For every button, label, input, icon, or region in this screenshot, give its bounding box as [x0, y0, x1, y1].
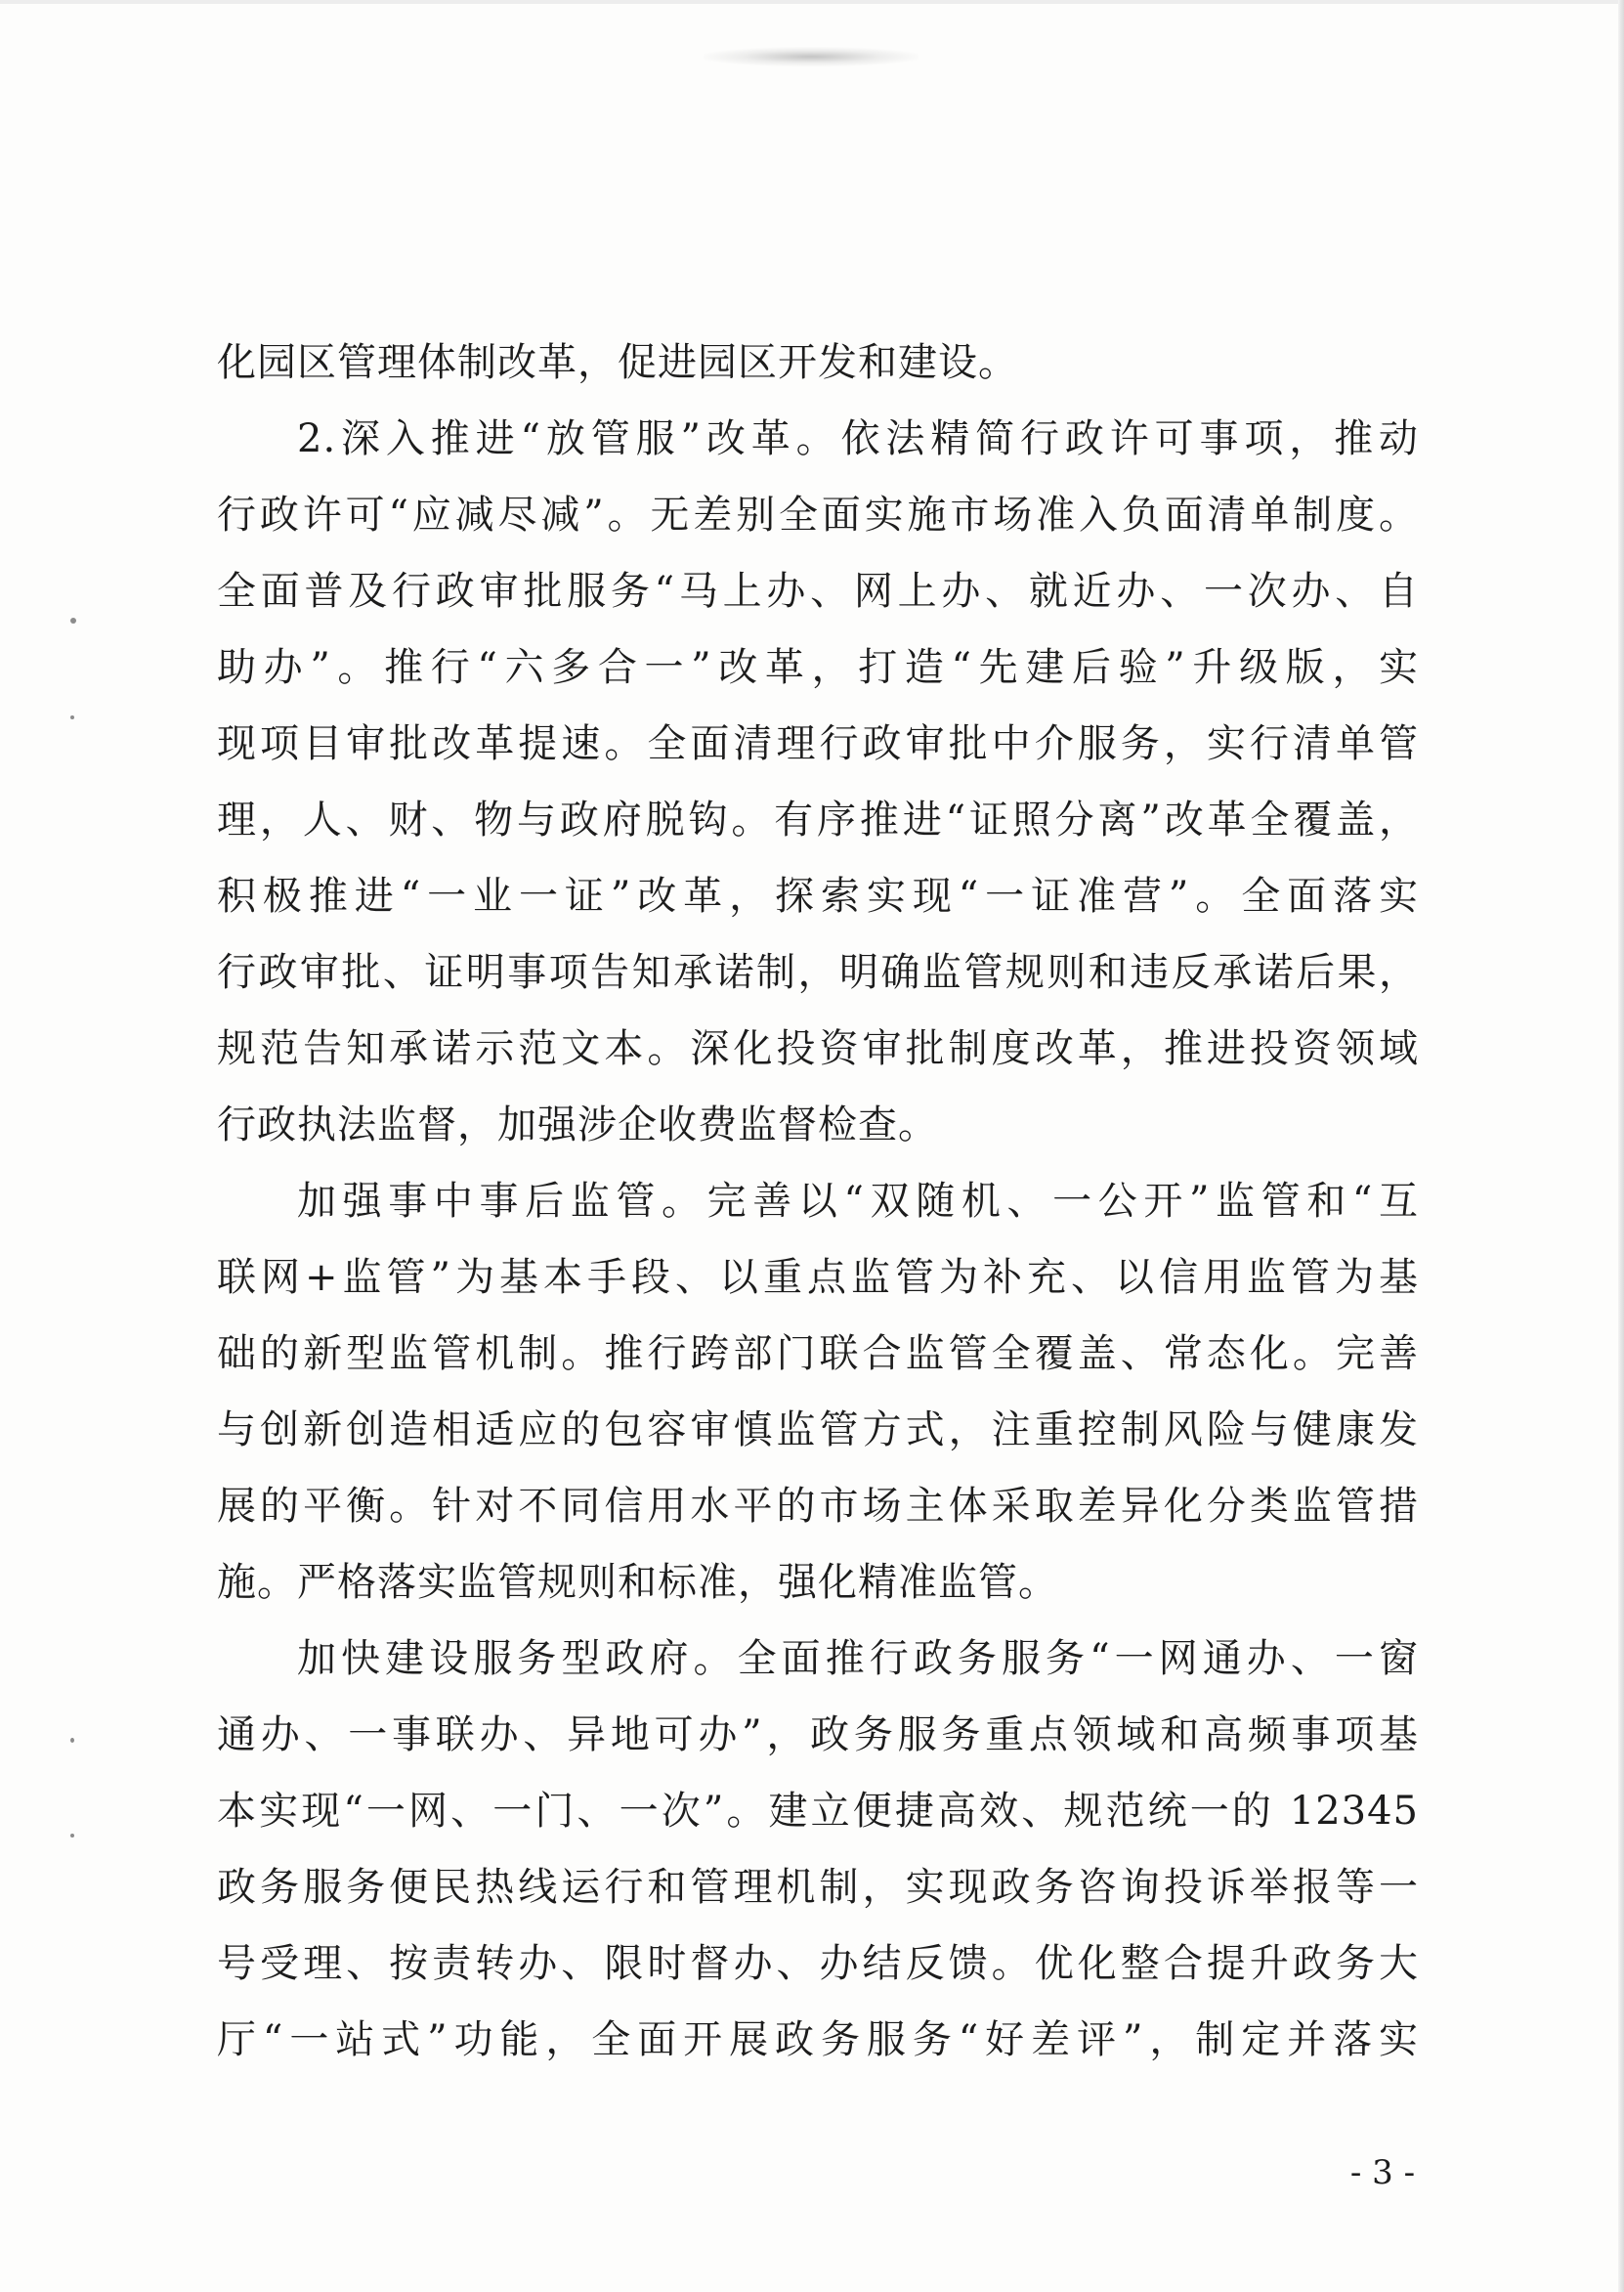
text-line: 行政审批、证明事项告知承诺制，明确监管规则和违反承诺后果，	[217, 950, 1419, 995]
text-line: 积极推进“一业一证”改革，探索实现“一证准营”。全面落实	[217, 874, 1419, 919]
text-line: 厅“一站式”功能，全面开展政务服务“好差评”，制定并落实	[217, 2017, 1419, 2062]
text-line: 联网+监管”为基本手段、以重点监管为补充、以信用监管为基	[217, 1255, 1419, 1300]
paragraph-first-line: 加快建设服务型政府。全面推行政务服务“一网通办、一窗	[297, 1636, 1419, 1681]
scan-edge-right	[1618, 0, 1624, 2292]
text-line: 政务服务便民热线运行和管理机制，实现政务咨询投诉举报等一	[217, 1865, 1419, 1910]
text-line: 现项目审批改革提速。全面清理行政审批中介服务，实行清单管	[217, 721, 1419, 766]
text-line: 理，人、财、物与政府脱钩。有序推进“证照分离”改革全覆盖，	[217, 798, 1419, 843]
paragraph-first-line: 2.深入推进“放管服”改革。依法精简行政许可事项，推动	[297, 416, 1419, 461]
text-line: 与创新创造相适应的包容审慎监管方式，注重控制风险与健康发	[217, 1407, 1419, 1452]
binding-hole-mark	[70, 1834, 74, 1838]
paragraph-first-line: 加强事中事后监管。完善以“双随机、一公开”监管和“互	[297, 1179, 1419, 1224]
scan-smudge	[704, 47, 919, 66]
text-line: 化园区管理体制改革，促进园区开发和建设。	[217, 340, 1018, 385]
binding-hole-mark	[70, 1738, 74, 1743]
text-line: 全面普及行政审批服务“马上办、网上办、就近办、一次办、自	[217, 569, 1419, 614]
binding-hole-mark	[70, 618, 76, 624]
body-text	[217, 324, 1419, 2078]
scan-edge-top	[0, 0, 1624, 4]
text-line: 规范告知承诺示范文本。深化投资审批制度改革，推进投资领域	[217, 1026, 1419, 1071]
text-line: 通办、一事联办、异地可办”，政务服务重点领域和高频事项基	[217, 1712, 1419, 1757]
text-line: 助办”。推行“六多合一”改革，打造“先建后验”升级版，实	[217, 645, 1419, 690]
text-line: 行政执法监督，加强涉企收费监督检查。	[217, 1103, 938, 1147]
text-line: 本实现“一网、一门、一次”。建立便捷高效、规范统一的 12345	[217, 1789, 1419, 1834]
text-line: 展的平衡。针对不同信用水平的市场主体采取差异化分类监管措	[217, 1484, 1419, 1529]
binding-hole-mark	[70, 715, 74, 719]
text-line: 行政许可“应减尽减”。无差别全面实施市场准入负面清单制度。	[217, 493, 1419, 538]
text-line: 施。严格落实监管规则和标准，强化精准监管。	[217, 1560, 1058, 1605]
page-number: - 3 -	[1349, 2153, 1416, 2192]
text-line: 号受理、按责转办、限时督办、办结反馈。优化整合提升政务大	[217, 1941, 1419, 1986]
text-line: 础的新型监管机制。推行跨部门联合监管全覆盖、常态化。完善	[217, 1331, 1419, 1376]
